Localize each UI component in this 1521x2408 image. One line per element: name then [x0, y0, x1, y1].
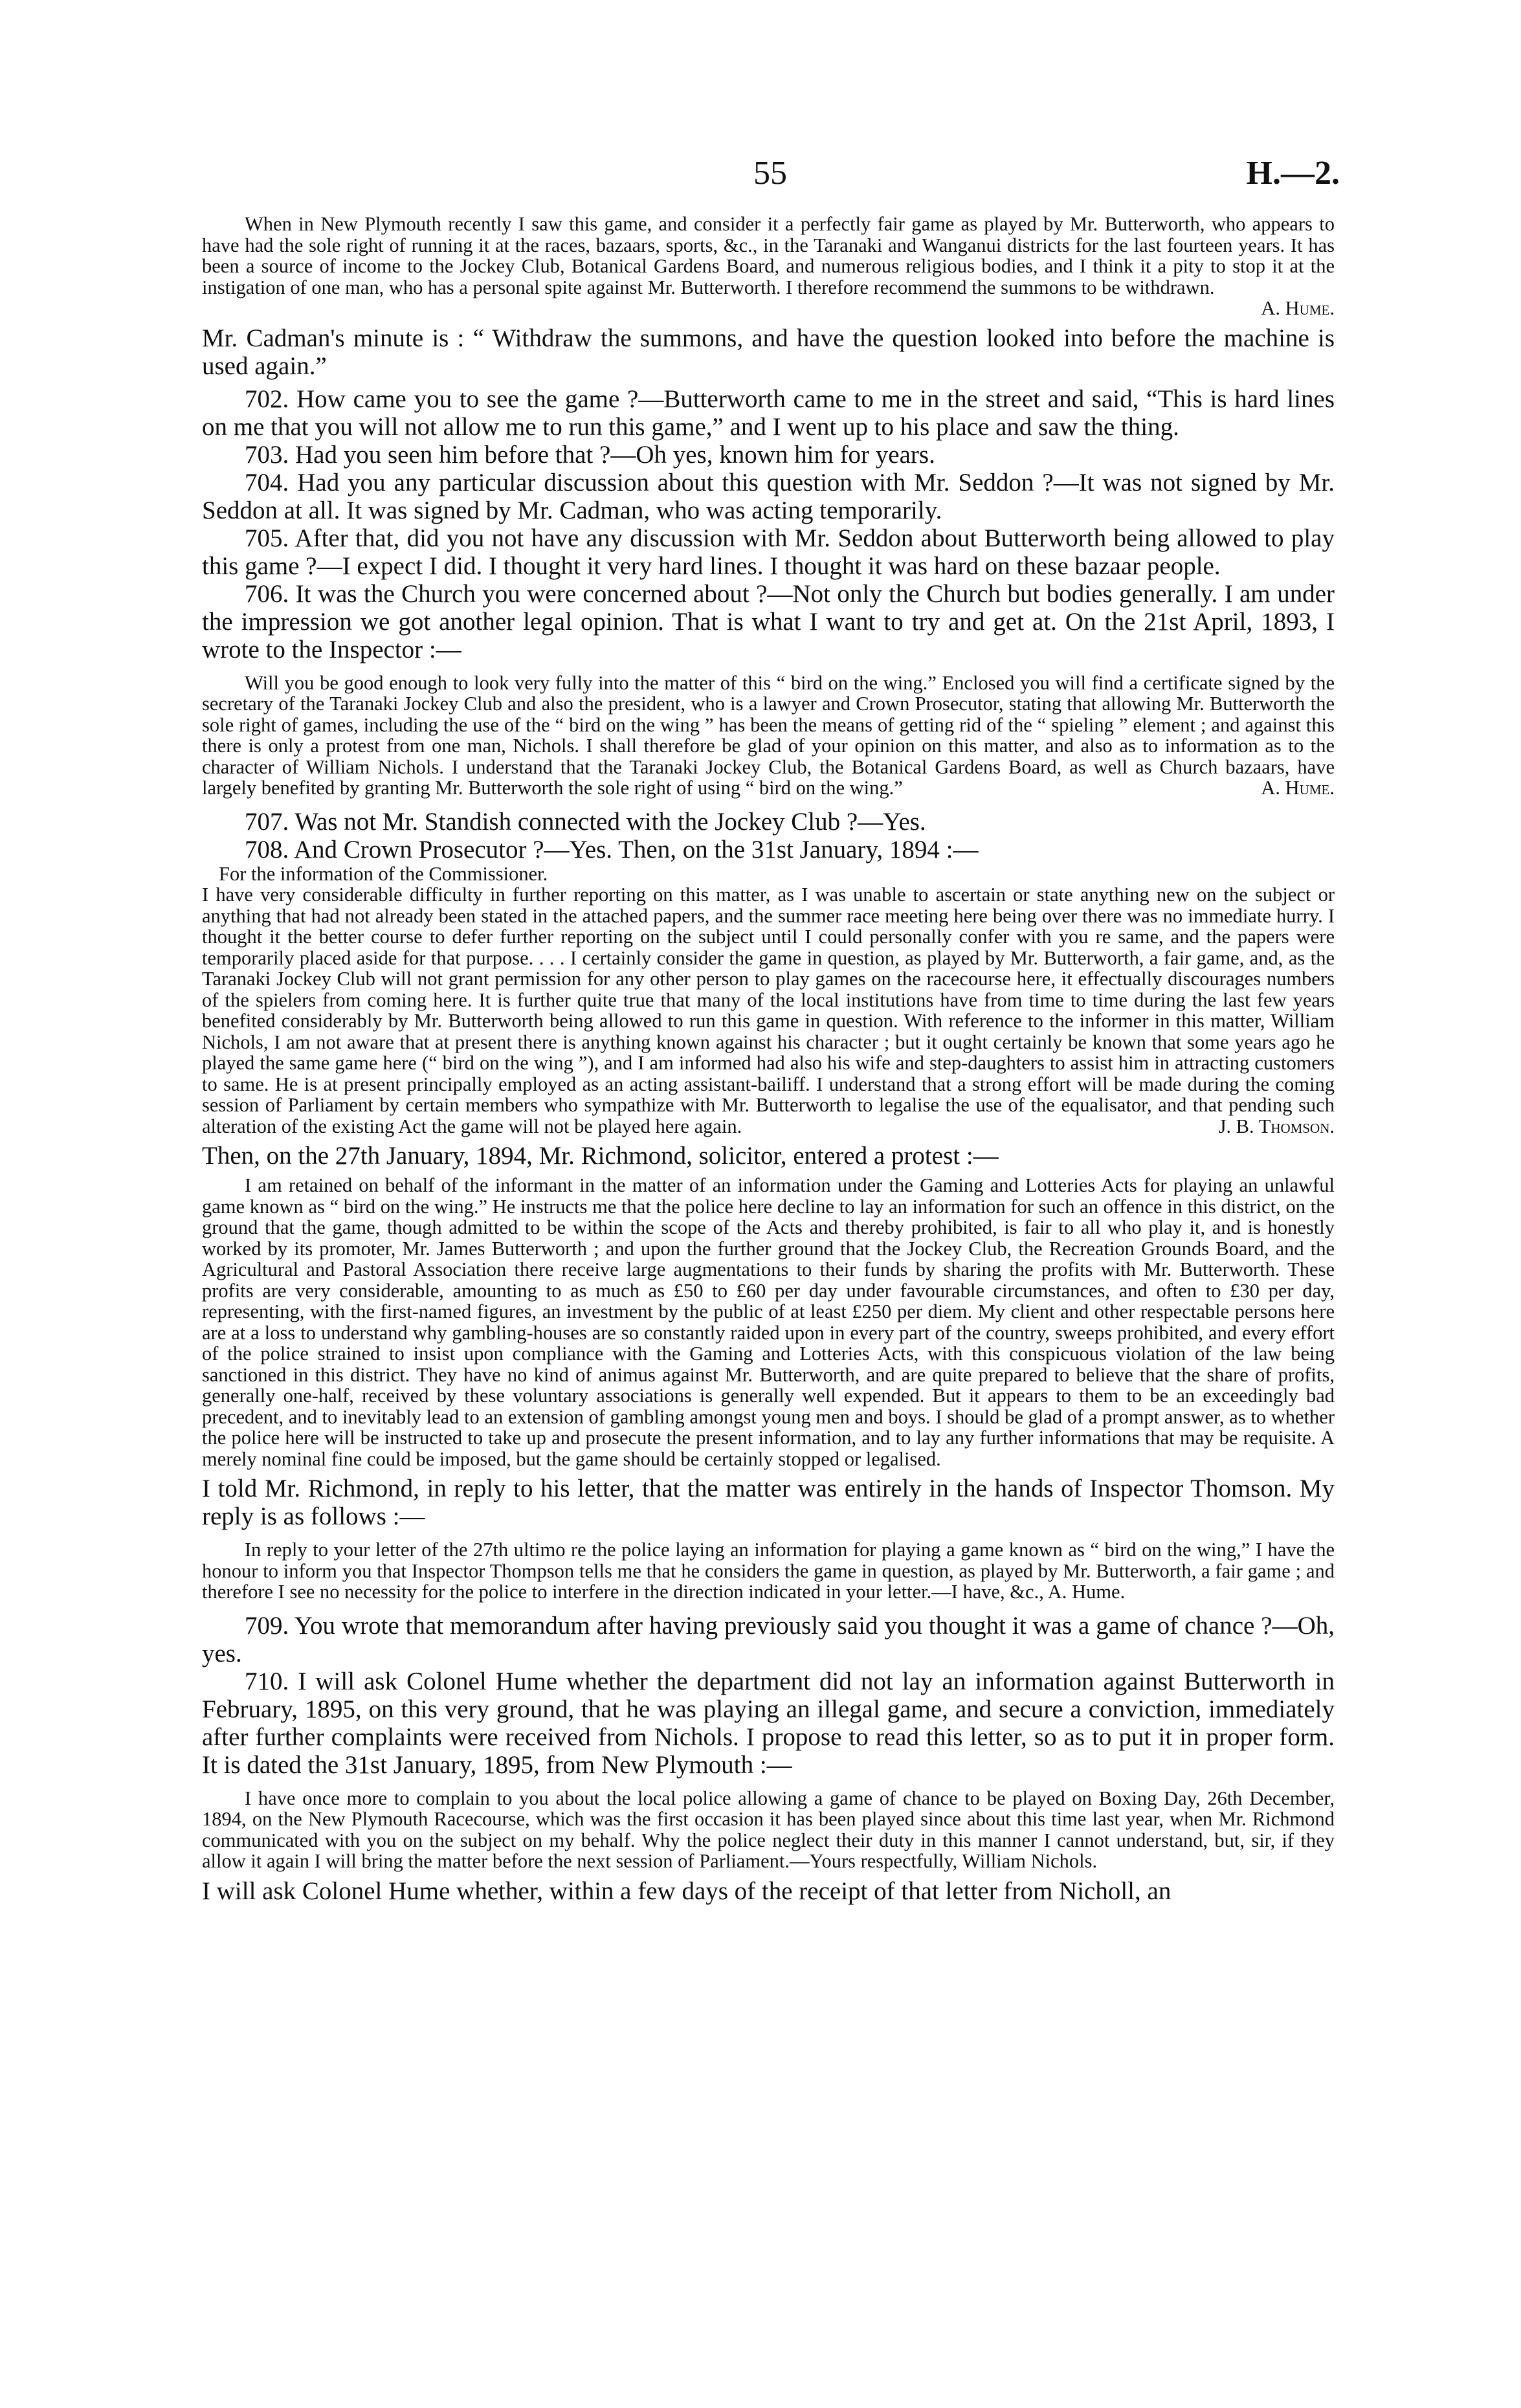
- signature-thomson: J. B. Thomson.: [1218, 1115, 1335, 1137]
- question-702: 702. How came you to see the game ?—Butterworth came to me in the street and said, “This is hard lines on me that you will not allow me to run this game,” and I went up to his place and saw the thing.: [202, 385, 1335, 441]
- nichols-letter: I have once more to complain to you about the local police allowing a game of chance to be played on Boxing Day, 26th December, 1894, on the New Plymouth Racecourse, which was the first occasion it has been played since about this time last year, when Mr. Richmond communicated with you on the subject on my behalf. Why the police neglect their duty in this manner I cannot understand, but, sir, if they allow it again I will bring the matter before the next session of Parliament.—Yours respectfully, William Nichols.: [202, 1787, 1335, 1872]
- question-710: 710. I will ask Colonel Hume whether the department did not lay an information against Butterworth in February, 1895, on this very ground, that he was playing an illegal game, and secure a conviction, immediately after further complaints were received from Nichols. I propose to read this letter, so as to put it in proper form. It is dated the 31st January, 1895, from New Plymouth :—: [202, 1667, 1335, 1779]
- question-709: 709. You wrote that memorandum after having previously said you thought it was a game of chance ?—Oh, yes.: [202, 1611, 1335, 1667]
- question-708: 708. And Crown Prosecutor ?—Yes. Then, on the 31st January, 1894 :—: [245, 835, 979, 864]
- page-header: [201, 154, 1340, 199]
- report-text: I have very considerable difficulty in further reporting on this matter, as I was unable to ascertain or state anything new on the subject or anything that had not already been stated in the attached papers, and the summer race meeting here being over there was no immediate hurry. I thought it the better course to defer further reporting on the subject until I could personally confer with you re same, and the papers were temporarily placed aside for that purpose. . . . I certainly consider the game in question, as played by Mr. Butterworth, a fair game, and, as the Taranaki Jockey Club will not grant permission for any other person to play games on the racecourse here, it effectually discourages numbers of the spielers from coming here. It is further quite true that many of the local institutions have from time to time during the last few years benefited considerably by Mr. Butterworth being allowed to run this game in question. With reference to the informer in this matter, William Nichols, I am not aware that at present there is anything known against his character ; but it ought certainly be known that some years ago he played the same game here (“ bird on the wing ”), and I am informed had also his wife and step-daughters to assist him in attracting customers to same. He is at present principally employed as an acting assistant-bailiff. I understand that a strong effort will be made during the coming session of Parliament by certain members who sympathize with Mr. Butterworth to legalise the use of the equalisator, and that pending such alteration of the existing Act the game will not be played here again.: [202, 884, 1335, 1137]
- page-number: 55: [753, 155, 787, 192]
- letter-text: Will you be good enough to look very fully into the matter of this “ bird on the wing.” Enclosed you will find a certificate signed by the secretary of the Taranaki Jockey Club and also the president, who is a lawyer and Crown Prosecutor, stating that allowing Mr. Butterworth the sole right of games, including the use of the “ bird on the wing ” has been the means of getting rid of the “ spieling ” element ; and against this there is only a protest from one man, Nichols. I shall therefore be glad of your opinion on this matter, and also as to information as to the character of William Nichols. I understand that the Taranaki Jockey Club, the Botanical Gardens Board, as well as Church bazaars, have largely benefited by granting Mr. Butterworth the sole right of using “ bird on the wing.”: [202, 671, 1335, 799]
- signature-hume: A. Hume.: [1261, 777, 1335, 799]
- richmond-protest-intro: Then, on the 27th January, 1894, Mr. Richmond, solicitor, entered a protest :—: [202, 1142, 999, 1170]
- question-705: 705. After that, did you not have any discussion with Mr. Seddon about Butterworth being allowed to play this game ?—I expect I did. I thought it very hard lines. I thought it was hard on these bazaar people.: [202, 524, 1335, 580]
- signature-hume: A. Hume.: [1261, 297, 1335, 319]
- memo-text: When in New Plymouth recently I saw this game, and consider it a perfectly fair game as played by Mr. Butterworth, who appears to have had the sole right of running it at the races, bazaars, sports, &c., in the Taranaki and Wanganui districts for the last fourteen years. It has been a source of income to the Jockey Club, Botanical Gardens Board, and numerous religious bodies, and I think it a pity to stop it at the instigation of one man, who has a personal spite against Mr. Butterworth. I therefore recommend the summons to be withdrawn.: [202, 213, 1335, 298]
- quoted-memo-hume: [202, 214, 1335, 319]
- thomson-report: [202, 884, 1335, 1137]
- quoted-letter-inspector: [202, 673, 1335, 799]
- series-code: H.—2.: [1246, 155, 1340, 192]
- closing-question: I will ask Colonel Hume whether, within a few days of the receipt of that letter from Nicholl, an: [202, 1877, 1171, 1905]
- cadman-minute: Mr. Cadman's minute is : “ Withdraw the summons, and have the question looked into before the machine is used again.”: [202, 324, 1335, 380]
- question-704: 704. Had you any particular discussion about this question with Mr. Seddon ?—It was not signed by Mr. Seddon at all. It was signed by Mr. Cadman, who was acting temporarily.: [202, 468, 1335, 524]
- document-body: [202, 214, 1335, 1905]
- commissioner-note: For the information of the Commissioner.: [219, 862, 548, 885]
- question-707: 707. Was not Mr. Standish connected with the Jockey Club ?—Yes.: [245, 807, 926, 836]
- reply-intro: I told Mr. Richmond, in reply to his letter, that the matter was entirely in the hands of Inspector Thomson. My reply is as follows :—: [202, 1475, 1335, 1530]
- reply-letter: In reply to your letter of the 27th ultimo re the police laying an information for playing a game known as “ bird on the wing,” I have the honour to inform you that Inspector Thompson tells me that he considers the game in question, as played by Mr. Butterworth, a fair game ; and therefore I see no necessity for the police to interfere in the direction indicated in your letter.—I have, &c., A. Hume.: [202, 1539, 1335, 1603]
- question-703: 703. Had you seen him before that ?—Oh yes, known him for years.: [245, 440, 935, 469]
- question-706: 706. It was the Church you were concerned about ?—Not only the Church but bodies generally. I am under the impression we got another legal opinion. That is what I want to try and get at. On the 21st April, 1893, I wrote to the Inspector :—: [202, 579, 1335, 663]
- richmond-protest-letter: I am retained on behalf of the informant in the matter of an information under the Gaming and Lotteries Acts for playing an unlawful game known as “ bird on the wing.” He instructs me that the police here decline to lay an information for such an offence in this district, on the ground that the game, though admitted to be within the scope of the Acts and thereby prohibited, is fair to all who play it, and is honestly worked by its promoter, Mr. James Butterworth ; and upon the further ground that the Jockey Club, the Recreation Grounds Board, and the Agricultural and Pastoral Association there receive large augmentations to their funds by sharing the profits with Mr. Butterworth. These profits are very considerable, amounting to as much as £50 to £60 per day under favourable circumstances, and often to £30 per day, representing, with the first-named figures, an investment by the public of at least £250 per diem. My client and other respectable persons here are at a loss to understand why gambling-houses are so constantly raided upon in every part of the country, sweeps prohibited, and every effort of the police strained to insist upon compliance with the Gaming and Lotteries Acts, with this conspicuous violation of the law being sanctioned in this district. They have no kind of animus against Mr. Butterworth, and are quite prepared to believe that the share of profits, generally one-half, received by these voluntary associations is generally well expended. But it appears to them to be an exceedingly bad precedent, and to inevitably lead to an extension of gambling amongst young men and boys. I should be glad of a prompt answer, as to whether the police here will be instructed to take up and prosecute the present information, and to lay any further informations that may be requisite. A merely nominal fine could be imposed, but the game should be certainly stopped or legalised.: [202, 1174, 1335, 1470]
